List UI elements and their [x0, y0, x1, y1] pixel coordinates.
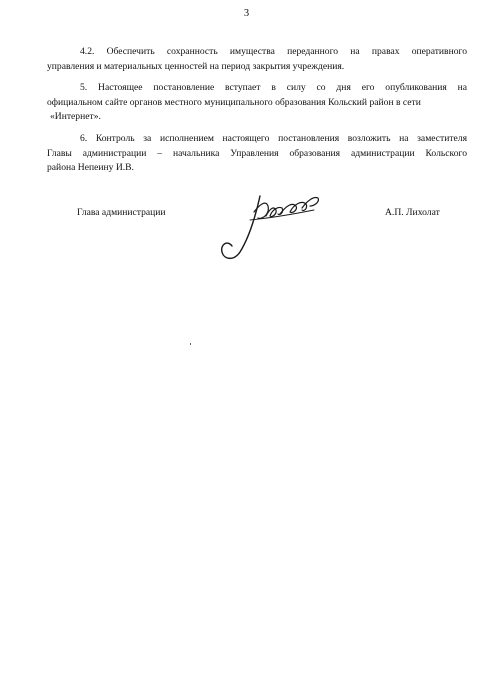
paragraph-line: 6. Контроль за исполнением настоящего постановления возложить на заместителя	[80, 133, 467, 144]
handwritten-signature	[210, 184, 330, 264]
paragraph-line: Главы администрации – начальника Управления образования администрации Кольского	[47, 147, 467, 159]
paragraph-line: района Непеину И.В.	[47, 162, 134, 173]
paragraph-line: управления и материальных ценностей на период закрытия учреждения.	[47, 60, 345, 72]
paragraph-5	[47, 81, 467, 125]
signatory-name: А.П. Лихолат	[385, 207, 440, 218]
paragraph-line: 5. Настоящее постановление вступает в силу со дня его опубликования на	[80, 82, 467, 93]
page-number: 3	[243, 8, 250, 19]
signature-block	[0, 180, 493, 270]
paragraph-line: 4.2. Обеспечить сохранность имущества переданного на правах оперативного	[80, 46, 467, 57]
scan-speck	[190, 343, 191, 345]
paragraph-line: «Интернет».	[50, 111, 101, 122]
paragraph-4-2	[47, 45, 467, 74]
signatory-title: Глава администрации	[77, 207, 166, 218]
paragraph-line: официальном сайте органов местного муниципального образования Кольский район в сети	[47, 96, 421, 108]
paragraph-6	[47, 132, 467, 176]
